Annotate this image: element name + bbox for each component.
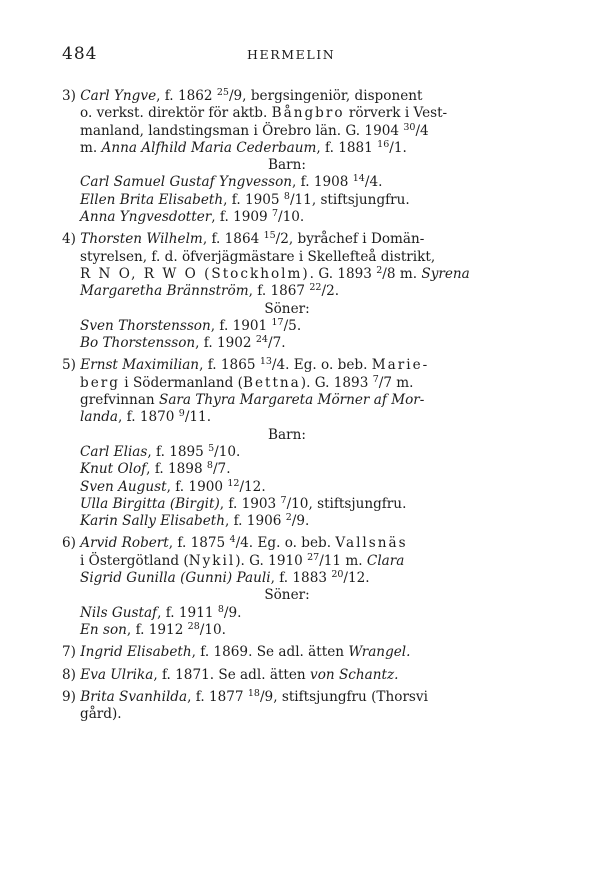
entry-line: m. Anna Alfhild Maria Cederbaum, f. 1881 $^{16}$/1. — [80, 138, 407, 156]
italic-name: Ernst Maximilian — [80, 357, 200, 374]
page-number: 484 — [62, 44, 98, 64]
italic-name: Sigrid Gunilla (Gunni) Pauli — [80, 570, 271, 587]
date-superscript: 7 — [280, 494, 287, 506]
date-superscript: 22 — [309, 282, 322, 294]
italic-name: Ingrid Elisabeth — [80, 644, 192, 661]
entry-line: Bo Thorstensson, f. 1902 $^{24}$/7. — [80, 334, 286, 352]
text-body — [62, 88, 512, 723]
children-heading: Barn: — [268, 426, 306, 443]
date-superscript: 2 — [376, 264, 383, 276]
entry-first-line: 5) Ernst Maximilian, f. 1865 $^{13}$/4. Eg. o. beb. Marie- — [62, 356, 430, 374]
entry-line: o. verkst. direktör för aktb. Bångbro rörverk i Vest- — [80, 105, 448, 122]
italic-name: Carl Yngve — [80, 88, 157, 104]
italic-name: Clara — [366, 552, 405, 569]
italic-name: Syrena — [421, 265, 470, 282]
date-superscript: 9 — [178, 408, 185, 420]
entry-line: berg i Södermanland (Bettna). G. 1893 $^7$/7 m. — [80, 373, 414, 391]
entry — [62, 88, 512, 226]
date-superscript: 14 — [352, 173, 365, 185]
entry-line: Anna Yngvesdotter, f. 1909 $^7$/10. — [80, 208, 305, 226]
spaced-place-name: Vallsnäs — [335, 535, 408, 552]
children-heading: Söner: — [264, 300, 310, 317]
spaced-place-name: Bångbro — [271, 105, 345, 122]
date-superscript: 18 — [247, 687, 260, 699]
entry-line: Sven August, f. 1900 $^{12}$/12. — [80, 477, 266, 495]
italic-name: Sven Thorstensson — [80, 317, 211, 334]
italic-name: Arvid Robert — [80, 535, 169, 552]
entry-line: Karin Sally Elisabeth, f. 1906 $^2$/9. — [80, 512, 310, 530]
italic-name: Carl Elias — [80, 443, 148, 460]
entry-first-line: 9) Brita Svanhilda, f. 1877 $^{18}$/9, stiftsjungfru (Thorsvi — [62, 687, 428, 705]
entry-line: manland, landstingsman i Örebro län. G. 1904 $^{30}$/4 — [80, 121, 429, 139]
date-superscript: 8 — [217, 603, 224, 615]
entry-line: Carl Samuel Gustaf Yngvesson, f. 1908 $^{14}$/4. — [80, 173, 383, 191]
italic-name: Anna Yngvesdotter — [80, 209, 212, 226]
date-superscript: 2 — [285, 512, 292, 524]
entry-line: En son, f. 1912 $^{28}$/10. — [80, 620, 226, 638]
date-superscript: 28 — [187, 620, 200, 632]
entry-first-line: 7) Ingrid Elisabeth, f. 1869. Se adl. ätten Wrangel. — [62, 644, 411, 661]
entry-first-line: 4) Thorsten Wilhelm, f. 1864 $^{15}$/2, byråchef i Domän- — [62, 230, 425, 248]
italic-name: Sara Thyra Margareta Mörner af Mor- — [159, 392, 425, 409]
italic-name: Eva Ulrika — [80, 666, 154, 683]
spaced-place-name: Bettna — [242, 374, 301, 391]
entry-first-line: 3) Carl Yngve, f. 1862 $^{25}$/9, bergsingeniör, disponent — [62, 87, 423, 104]
entry — [62, 689, 512, 724]
children-heading: Barn: — [268, 157, 306, 174]
entry — [62, 231, 512, 352]
date-superscript: 7 — [372, 373, 379, 385]
entry-line: Knut Olof, f. 1898 $^8$/7. — [80, 460, 231, 478]
date-superscript: 8 — [206, 460, 213, 472]
entry-line: Sven Thorstensson, f. 1901 $^{17}$/5. — [80, 316, 302, 334]
entry-line: i Östergötland (Nykil). G. 1910 $^{27}$/11 m. Clara — [80, 551, 405, 569]
date-superscript: 27 — [307, 551, 320, 563]
italic-name: Anna Alfhild Maria Cederbaum — [101, 139, 317, 156]
entry-line: gård). — [80, 706, 122, 723]
spaced-place-name: Nykil — [188, 552, 236, 569]
page-header — [62, 44, 502, 64]
spaced-place-name: berg — [80, 374, 120, 391]
spaced-place-name: R N O, R W O (Stockholm) — [80, 265, 310, 282]
italic-name: Knut Olof — [80, 461, 147, 478]
entry-line: Ulla Birgitta (Birgit), f. 1903 $^7$/10, stiftsjungfru. — [80, 494, 407, 512]
italic-name: landa — [80, 409, 119, 426]
entry — [62, 644, 512, 661]
entry-line: Sigrid Gunilla (Gunni) Pauli, f. 1883 $^{20}$/12. — [80, 569, 370, 587]
italic-name: Ellen Brita Elisabeth — [80, 191, 224, 208]
date-superscript: 5 — [208, 442, 215, 454]
italic-name: Carl Samuel Gustaf Yngvesson — [80, 174, 293, 191]
entry-first-line: 8) Eva Ulrika, f. 1871. Se adl. ätten von Schantz. — [62, 666, 399, 683]
italic-name: Nils Gustaf — [80, 604, 158, 621]
date-superscript: 25 — [216, 87, 229, 98]
date-superscript: 20 — [331, 569, 344, 581]
entry-line: Carl Elias, f. 1895 $^5$/10. — [80, 442, 241, 460]
date-superscript: 13 — [259, 356, 272, 368]
entry-first-line: 6) Arvid Robert, f. 1875 $^4$/4. Eg. o. beb. Vallsnäs — [62, 534, 408, 552]
entry — [62, 667, 512, 684]
italic-name: En son — [80, 621, 127, 638]
entry-line: landa, f. 1870 $^9$/11. — [80, 408, 212, 426]
date-superscript: 7 — [272, 208, 279, 220]
entry-line: R N O, R W O (Stockholm). G. 1893 $^2$/8 m. Syrena — [80, 264, 470, 282]
italic-name: Brita Svanhilda — [80, 688, 188, 705]
entry-line: Margaretha Brännström, f. 1867 $^{22}$/2. — [80, 282, 340, 300]
date-superscript: 17 — [271, 316, 284, 328]
entry-line: Nils Gustaf, f. 1911 $^8$/9. — [80, 603, 242, 621]
date-superscript: 16 — [377, 138, 390, 150]
italic-name: Margaretha Brännström — [80, 283, 249, 300]
italic-name: Sven August — [80, 478, 167, 495]
date-superscript: 8 — [283, 190, 290, 202]
date-superscript: 15 — [263, 230, 276, 242]
spaced-place-name: Marie- — [371, 357, 430, 374]
date-superscript: 4 — [229, 534, 236, 546]
date-superscript: 12 — [227, 477, 240, 489]
entry-line: styrelsen, f. d. öfverjägmästare i Skellefteå distrikt, — [80, 248, 436, 265]
italic-name: Karin Sally Elisabeth — [80, 513, 225, 530]
italic-name: Ulla Birgitta (Birgit) — [80, 495, 220, 512]
children-heading: Söner: — [264, 587, 310, 604]
italic-name: Thorsten Wilhelm — [80, 231, 203, 248]
running-title: HERMELIN — [247, 47, 336, 62]
italic-name: Bo Thorstensson — [80, 335, 196, 352]
date-superscript: 24 — [255, 334, 268, 346]
entry — [62, 357, 512, 530]
italic-name: von Schantz. — [310, 666, 399, 683]
entry — [62, 535, 512, 639]
italic-name: Wrangel. — [348, 644, 411, 661]
entry-line: grefvinnan Sara Thyra Margareta Mörner af Mor- — [80, 392, 425, 409]
date-superscript: 30 — [403, 121, 416, 133]
entry-line: Ellen Brita Elisabeth, f. 1905 $^8$/11, stiftsjungfru. — [80, 190, 410, 208]
